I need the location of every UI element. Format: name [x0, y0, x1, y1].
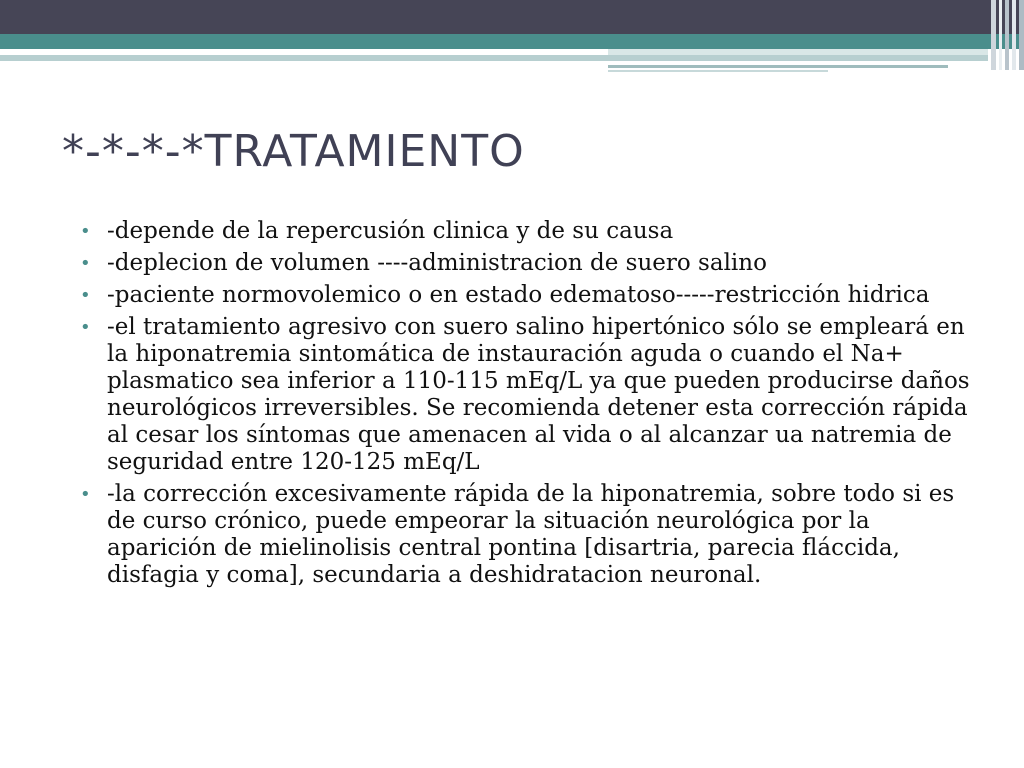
- bullet-item: [78, 218, 978, 245]
- bullet-text: -deplecion de volumen ----administracion de suero salino: [107, 250, 767, 276]
- edge-stripe: [999, 0, 1002, 70]
- edge-stripe: [991, 0, 996, 70]
- bullet-text: -paciente normovolemico o en estado edematoso-----restricción hidrica: [107, 282, 930, 308]
- slide-title: *-*-*-*TRATAMIENTO: [62, 126, 525, 177]
- bullet-list: [78, 218, 978, 594]
- bullet-item: [78, 314, 978, 476]
- edge-stripe: [1019, 0, 1024, 70]
- edge-stripe: [1005, 0, 1009, 70]
- bullet-item: [78, 250, 978, 277]
- bullet-item: [78, 481, 978, 589]
- header-band-thin: [608, 65, 948, 68]
- edge-stripes: [988, 0, 1024, 70]
- header-band-teal: [0, 34, 1024, 49]
- bullet-text: -el tratamiento agresivo con suero salino hipertónico sólo se empleará en la hiponatremia sintomática de instauración aguda o cuando el Na+ plasmatico sea inferior a 110-115 mEq/L ya que pueden producirse daños neurológicos irreversibles. Se recomienda detener esta corrección rápida al cesar los síntomas que amenacen al vida o al alcanzar ua natremia de seguridad entre 120-125 mEq/L: [107, 314, 970, 475]
- bullet-dot-icon: •: [80, 317, 91, 338]
- header-band-thin-2: [608, 70, 828, 72]
- bullet-dot-icon: •: [80, 484, 91, 505]
- bullet-text: -la corrección excesivamente rápida de la hiponatremia, sobre todo si es de curso crónico, puede empeorar la situación neurológica por la aparición de mielinolisis central pontina [disartria, parecia fláccida, disfagia y coma], secundaria a deshidratacion neuronal.: [107, 481, 955, 588]
- bullet-dot-icon: •: [80, 253, 91, 274]
- header-band-dark: [0, 0, 1024, 34]
- edge-stripe: [1012, 0, 1016, 70]
- bullet-item: [78, 282, 978, 309]
- bullet-dot-icon: •: [80, 285, 91, 306]
- header-band-light: [0, 55, 988, 61]
- bullet-dot-icon: •: [80, 221, 91, 242]
- bullet-text: -depende de la repercusión clinica y de su causa: [107, 218, 674, 244]
